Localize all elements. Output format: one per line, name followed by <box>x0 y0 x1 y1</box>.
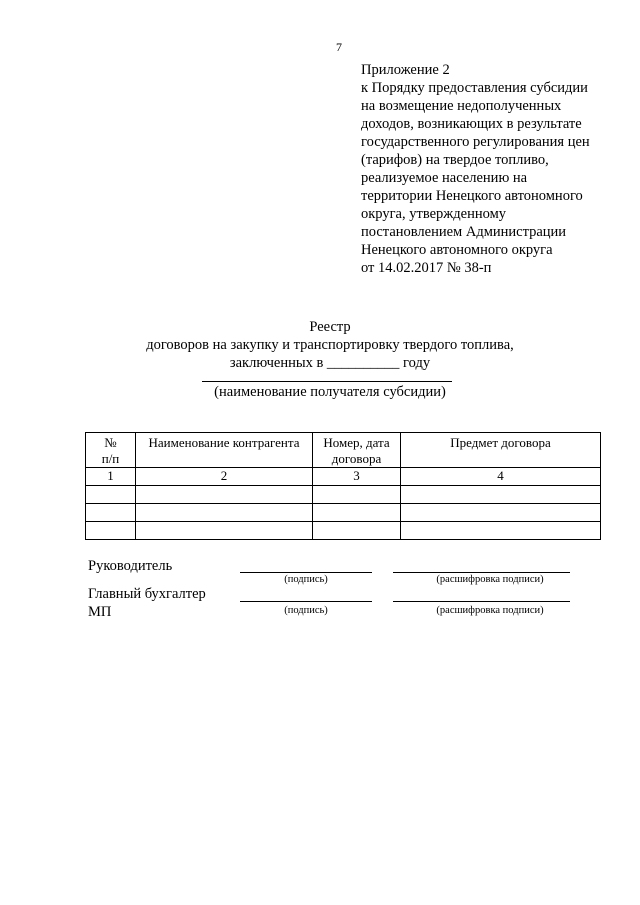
table-cell <box>401 486 601 504</box>
table-cell <box>401 504 601 522</box>
column-number-cell: 2 <box>136 468 313 486</box>
table-cell <box>313 522 401 540</box>
table-cell <box>401 522 601 540</box>
table-cell <box>313 486 401 504</box>
seal-label: МП <box>88 604 112 620</box>
accountant-decoding-line <box>393 601 570 602</box>
annex-line: (тарифов) на твердое топливо, <box>361 152 549 168</box>
head-signature-caption: (подпись) <box>284 574 328 585</box>
table-row <box>86 468 601 486</box>
table-row <box>86 504 601 522</box>
table-cell <box>86 522 136 540</box>
accountant-decoding-caption: (расшифровка подписи) <box>436 605 544 616</box>
title-line-2: договоров на закупку и транспортировку твердого топлива, <box>146 337 514 353</box>
head-label: Руководитель <box>88 558 173 574</box>
recipient-name-line <box>202 381 452 382</box>
column-number-cell: 3 <box>313 468 401 486</box>
annex-line: Приложение 2 <box>361 62 450 78</box>
title-line-1: Реестр <box>309 319 351 335</box>
annex-line: Ненецкого автономного округа <box>361 242 553 258</box>
title-line-3: заключенных в __________ году <box>229 355 431 371</box>
table-cell <box>136 486 313 504</box>
annex-header <box>361 61 621 277</box>
document-title <box>0 318 640 372</box>
header-contract-number-date: Номер, дата договора <box>313 433 401 468</box>
annex-line: округа, утвержденному <box>361 206 507 222</box>
table-cell <box>136 522 313 540</box>
table-row <box>86 486 601 504</box>
accountant-signature-caption: (подпись) <box>284 605 328 616</box>
header-contractor: Наименование контрагента <box>136 433 313 468</box>
header-contract-subject: Предмет договора <box>401 433 601 468</box>
head-decoding-caption: (расшифровка подписи) <box>436 574 544 585</box>
accountant-signature-line <box>240 601 372 602</box>
recipient-caption: (наименование получателя субсидии) <box>214 384 446 400</box>
annex-line: на возмещение недополученных <box>361 98 562 114</box>
contracts-table <box>85 432 601 540</box>
annex-line: доходов, возникающих в результате <box>361 116 582 132</box>
annex-line: реализуемое населению на <box>361 170 528 186</box>
head-decoding-line <box>393 572 570 573</box>
annex-line: от 14.02.2017 № 38-п <box>361 260 492 276</box>
annex-line: постановлением Администрации <box>361 224 567 240</box>
table-header-row <box>86 433 601 468</box>
header-number: № п/п <box>86 433 136 468</box>
accountant-label: Главный бухгалтер <box>88 586 206 602</box>
table-cell <box>86 486 136 504</box>
page-number: 7 <box>336 40 342 54</box>
table-cell <box>86 504 136 522</box>
annex-line: государственного регулирования цен <box>361 134 590 150</box>
head-signature-line <box>240 572 372 573</box>
annex-line: к Порядку предоставления субсидии <box>361 80 588 96</box>
table-cell <box>313 504 401 522</box>
table-cell <box>136 504 313 522</box>
column-number-cell: 4 <box>401 468 601 486</box>
annex-line: территории Ненецкого автономного <box>361 188 583 204</box>
table-row <box>86 522 601 540</box>
column-number-cell: 1 <box>86 468 136 486</box>
